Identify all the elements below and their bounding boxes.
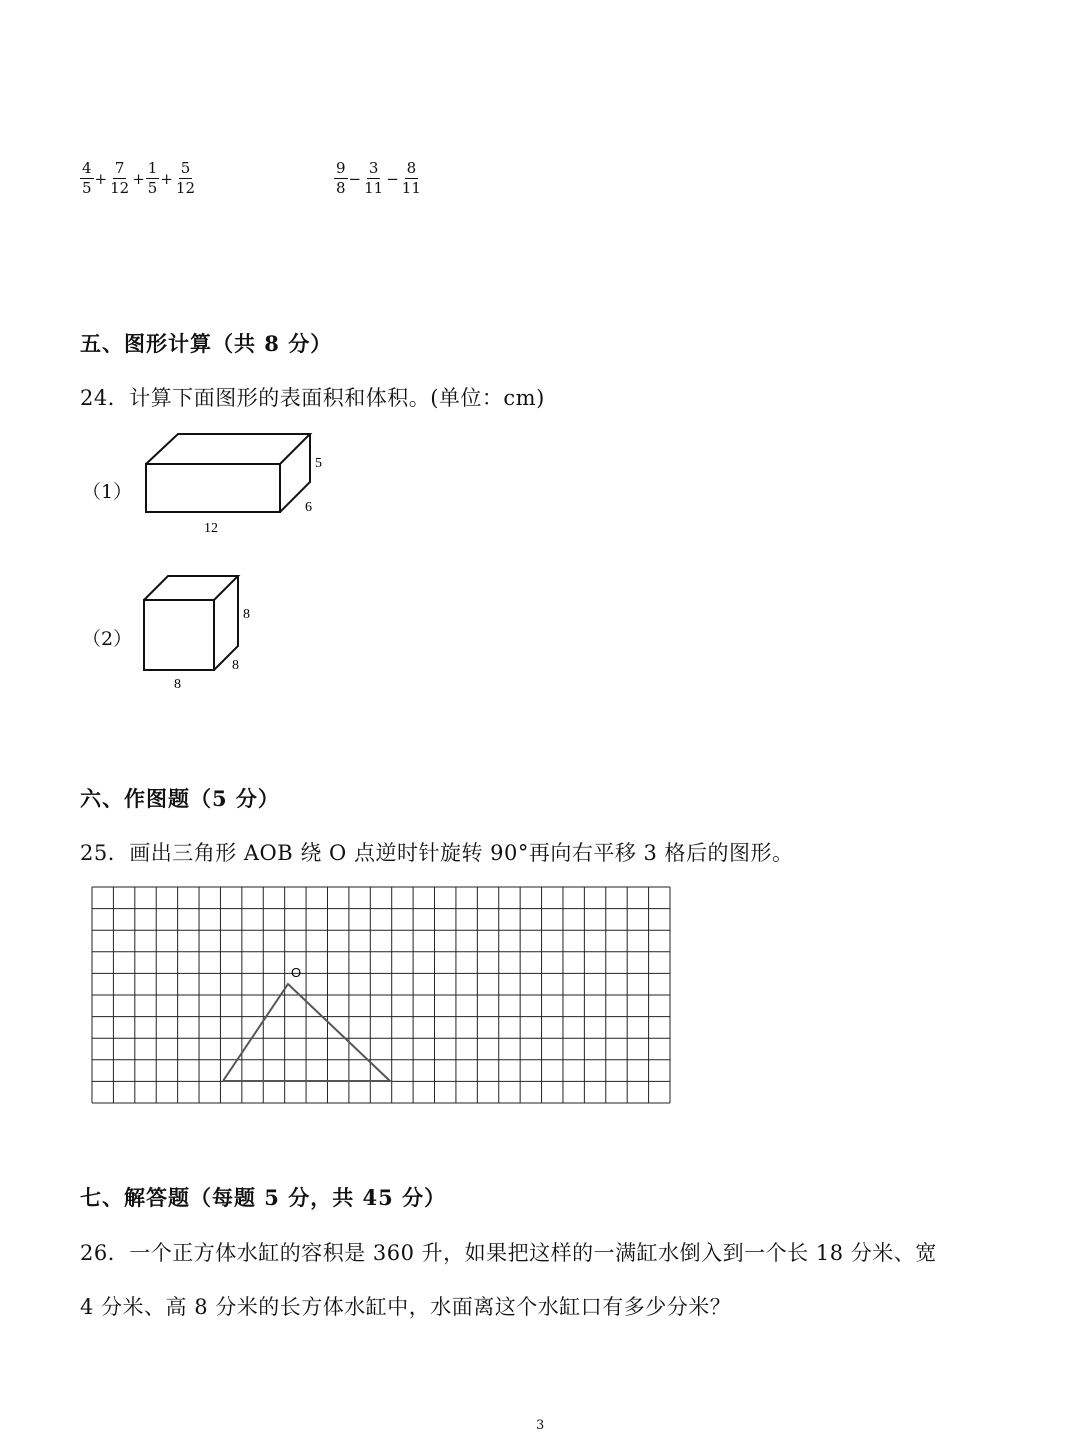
fraction: $\frac{3}{11}$: [364, 159, 384, 197]
fraction: $\frac{7}{12}$: [110, 159, 130, 197]
cuboid-length-label: 12: [204, 521, 218, 536]
cube-top-face: [144, 576, 238, 600]
cube-depth-label: 8: [232, 658, 239, 673]
operator: +: [160, 169, 173, 188]
operator: −: [386, 169, 399, 188]
point-o-label: O: [291, 965, 302, 980]
section-7-heading: 七、解答题（每题 5 分，共 45 分）: [80, 1185, 447, 1210]
cuboid-width-label: 6: [305, 500, 312, 515]
cube-figure: [138, 570, 268, 694]
operator: +: [132, 169, 145, 188]
section-6-heading: 六、作图题（5 分）: [80, 786, 280, 811]
fraction: $\frac{5}{12}$: [175, 159, 196, 197]
drawing-grid: [90, 885, 674, 1107]
question-24: 24．计算下面图形的表面积和体积。(单位：cm): [80, 386, 545, 410]
figure-2-label: （2）: [82, 628, 133, 650]
question-25: 25．画出三角形 AOB 绕 O 点逆时针旋转 90°再向右平移 3 格后的图形。: [80, 841, 794, 865]
section-5-heading: 五、图形计算（共 8 分）: [80, 331, 333, 356]
cuboid-top-face: [146, 434, 310, 464]
cuboid-front-face: [146, 464, 280, 512]
operator: −: [348, 169, 362, 188]
cube-side-face: [214, 576, 238, 670]
fraction: $\frac{9}{8}$: [336, 159, 346, 197]
fraction: $\frac{1}{5}$: [147, 159, 158, 197]
cube-bottom-label: 8: [174, 677, 181, 692]
figure-1-label: （1）: [82, 481, 133, 503]
page-number: 3: [536, 1418, 545, 1433]
expression-1: [80, 160, 197, 197]
fraction: $\frac{8}{11}$: [401, 159, 421, 197]
cube-front-face: [144, 600, 214, 670]
cube-height-label: 8: [243, 607, 250, 622]
cuboid-height-label: 5: [315, 456, 322, 471]
fraction: $\frac{4}{5}$: [82, 159, 92, 197]
operator: +: [94, 169, 108, 188]
question-26-line-2: 4 分米、高 8 分米的长方体水缸中，水面离这个水缸口有多少分米？: [80, 1295, 732, 1319]
cuboid-figure: [140, 428, 340, 540]
question-26-line-1: 26．一个正方体水缸的容积是 360 升，如果把这样的一满缸水倒入到一个长 18 分米、宽: [80, 1241, 937, 1265]
expression-2: [334, 160, 423, 197]
